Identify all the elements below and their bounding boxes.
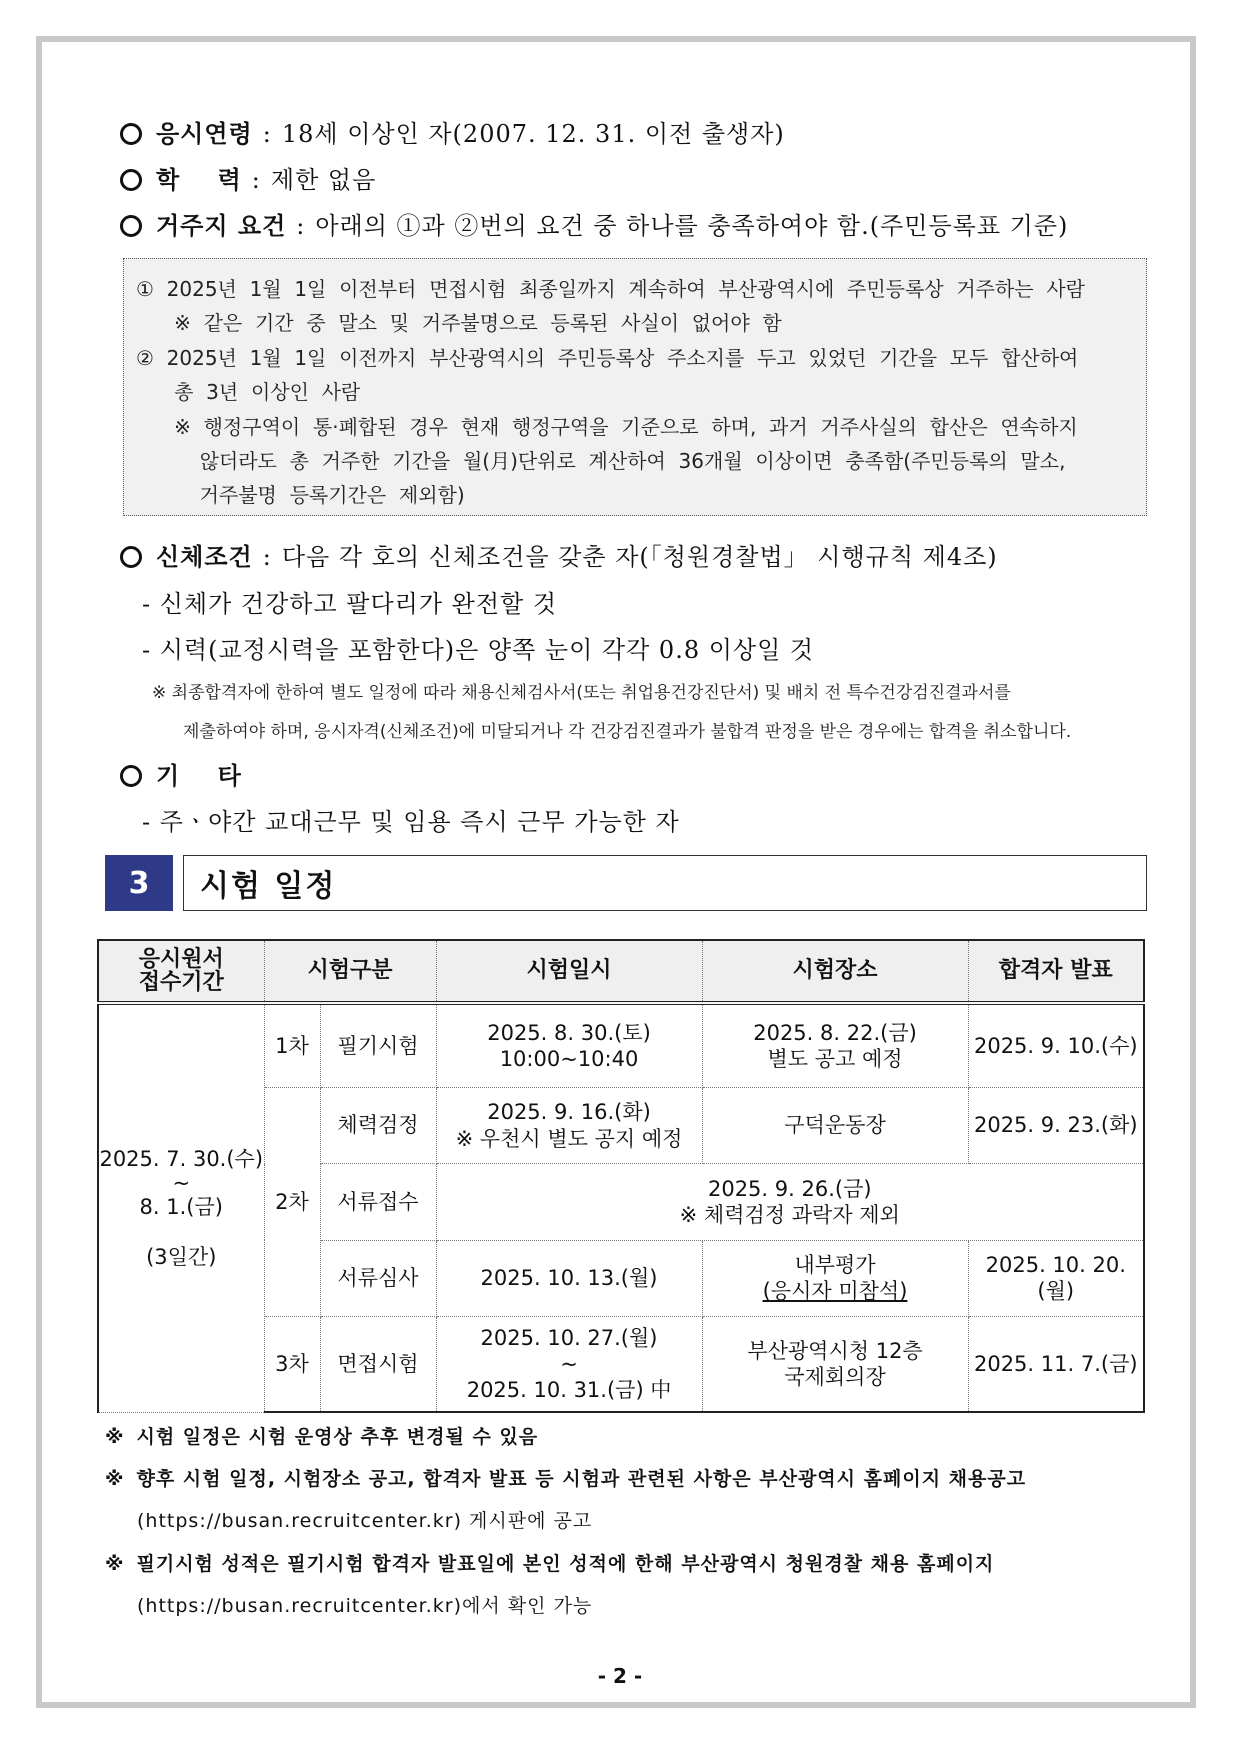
section-number: 3 bbox=[105, 855, 173, 911]
header-result-announcement: 합격자 발표 bbox=[968, 940, 1144, 1003]
fitness-date: 2025. 9. 16.(화) ※ 우천시 별도 공지 예정 bbox=[436, 1087, 702, 1163]
exam-name-doc-review: 서류심사 bbox=[320, 1240, 436, 1316]
circle-bullet-icon bbox=[120, 123, 142, 145]
footnote-continued bbox=[137, 1591, 592, 1618]
application-period-cell bbox=[98, 1003, 264, 1412]
exam-name-fitness: 체력검정 bbox=[320, 1087, 436, 1163]
circle-bullet-icon bbox=[120, 169, 142, 191]
fitness-result: 2025. 9. 23.(화) bbox=[968, 1087, 1144, 1163]
round-1: 1차 bbox=[264, 1003, 320, 1087]
period-tilde: ~ bbox=[172, 1171, 191, 1196]
residence-line: ① 2025년 1월 1일 이전부터 면접시험 최종일까지 계속하여 부산광역시에 주민등록상 거주하는 사람 bbox=[136, 277, 1085, 301]
fitness-place: 구덕운동장 bbox=[702, 1087, 968, 1163]
written-place: 2025. 8. 22.(금) 별도 공고 예정 bbox=[702, 1003, 968, 1087]
footnote-mark: ※ bbox=[105, 1553, 125, 1575]
doc-review-place-note: (응시자 미참석) bbox=[762, 1279, 908, 1304]
req-education-text: 제한 없음 bbox=[270, 166, 377, 194]
round-2: 2차 bbox=[264, 1087, 320, 1316]
exam-name-doc-submit: 서류접수 bbox=[320, 1164, 436, 1240]
req-residence-label: 거주지 요건 bbox=[156, 212, 287, 240]
req-other-label: 기 타 bbox=[156, 762, 242, 790]
req-education: 학 력 : 제한 없음 bbox=[120, 160, 376, 195]
residence-line: ※ 행정구역이 통·폐합된 경우 현재 행정구역을 기준으로 하며, 과거 거주사실의 합산은 연속하지 bbox=[136, 415, 1078, 439]
doc-submit-merged: 2025. 9. 26.(금) ※ 체력검정 과락자 제외 bbox=[436, 1164, 1144, 1240]
req-physical-text: 다음 각 호의 신체조건을 갖춘 자(「청원경찰법」 시행규칙 제4조) bbox=[281, 543, 998, 571]
req-residence-text: 아래의 ①과 ②번의 요건 중 하나를 충족하여야 함.(주민등록표 기준) bbox=[315, 212, 1069, 240]
residence-detail-box bbox=[123, 258, 1147, 516]
footnote-mark: ※ bbox=[105, 1426, 125, 1448]
interview-place: 부산광역시청 12층 국제회의장 bbox=[702, 1316, 968, 1412]
req-age: 응시연령 : 18세 이상인 자(2007. 12. 31. 이전 출생자) bbox=[120, 114, 785, 149]
interview-result: 2025. 11. 7.(금) bbox=[968, 1316, 1144, 1412]
residence-line: 총 3년 이상인 사람 bbox=[136, 380, 361, 404]
req-residence: 거주지 요건 : 아래의 ①과 ②번의 요건 중 하나를 충족하여야 함.(주민등록표 기준) bbox=[120, 206, 1068, 241]
exam-schedule-table bbox=[97, 939, 1145, 1413]
physical-note: 제출하여야 하며, 응시자격(신체조건)에 미달되거나 각 건강검진결과가 불합격 판정을 받은 경우에는 합격을 취소합니다. bbox=[183, 722, 1072, 742]
period-duration: (3일간) bbox=[146, 1245, 217, 1270]
doc-review-place bbox=[702, 1240, 968, 1316]
residence-line: ② 2025년 1월 1일 이전까지 부산광역시의 주민등록상 주소지를 두고 있었던 기간을 모두 합산하여 bbox=[136, 346, 1079, 370]
written-result: 2025. 9. 10.(수) bbox=[968, 1003, 1144, 1087]
footnote-text: (https://busan.recruitcenter.kr) 게시판에 공고 bbox=[137, 1510, 593, 1532]
written-date: 2025. 8. 30.(토) 10:00~10:40 bbox=[436, 1003, 702, 1087]
header-exam-date: 시험일시 bbox=[436, 940, 702, 1003]
other-item: - 주ㆍ야간 교대근무 및 임용 즉시 근무 가능한 자 bbox=[142, 808, 680, 836]
doc-review-place-main: 내부평가 bbox=[794, 1253, 876, 1278]
req-other bbox=[120, 756, 242, 791]
round-3: 3차 bbox=[264, 1316, 320, 1412]
req-age-text: 18세 이상인 자(2007. 12. 31. 이전 출생자) bbox=[281, 120, 785, 148]
circle-bullet-icon bbox=[120, 215, 142, 237]
footnote-continued bbox=[137, 1506, 592, 1533]
req-age-label: 응시연령 bbox=[156, 120, 253, 148]
period-start: 2025. 7. 30.(수) bbox=[99, 1146, 264, 1171]
req-physical-label: 신체조건 bbox=[156, 543, 253, 571]
period-end: 8. 1.(금) bbox=[139, 1195, 223, 1220]
section-title: 시험 일정 bbox=[183, 855, 1147, 911]
req-physical: 신체조건 : 다음 각 호의 신체조건을 갖춘 자(「청원경찰법」 시행규칙 제4조) bbox=[120, 537, 998, 572]
footnote bbox=[105, 1549, 994, 1576]
footnote-mark: ※ bbox=[105, 1468, 125, 1490]
residence-line: ※ 같은 기간 중 말소 및 거주불명으로 등록된 사실이 없어야 함 bbox=[136, 311, 782, 335]
footnote bbox=[105, 1464, 1026, 1491]
residence-line: 거주불명 등록기간은 제외함) bbox=[136, 483, 465, 507]
doc-review-date: 2025. 10. 13.(월) bbox=[436, 1240, 702, 1316]
header-exam-type: 시험구분 bbox=[264, 940, 436, 1003]
header-application-period: 응시원서 접수기간 bbox=[98, 940, 264, 1003]
physical-item: - 시력(교정시력을 포함한다)은 양쪽 눈이 각각 0.8 이상일 것 bbox=[142, 636, 815, 664]
physical-item: - 신체가 건강하고 팔다리가 완전할 것 bbox=[142, 590, 558, 618]
doc-review-result: 2025. 10. 20.(월) bbox=[968, 1240, 1144, 1316]
footnote-text: 시험 일정은 시험 운영상 추후 변경될 수 있음 bbox=[136, 1426, 539, 1448]
header-exam-place: 시험장소 bbox=[702, 940, 968, 1003]
footnote-text: 향후 시험 일정, 시험장소 공고, 합격자 발표 등 시험과 관련된 사항은 부산광역시 홈페이지 채용공고 bbox=[136, 1468, 1027, 1490]
page-number: - 2 - bbox=[597, 1664, 643, 1688]
physical-note: ※ 최종합격자에 한하여 별도 일정에 따라 채용신체검사서(또는 취업용건강진단서) 및 배치 전 특수건강검진결과서를 bbox=[152, 683, 1011, 703]
circle-bullet-icon bbox=[120, 765, 142, 787]
circle-bullet-icon bbox=[120, 546, 142, 568]
footnote bbox=[105, 1422, 538, 1449]
exam-name-interview: 면접시험 bbox=[320, 1316, 436, 1412]
footnote-text: (https://busan.recruitcenter.kr)에서 확인 가능 bbox=[137, 1595, 593, 1617]
interview-date: 2025. 10. 27.(월) ~ 2025. 10. 31.(금) 中 bbox=[436, 1316, 702, 1412]
footnote-text: 필기시험 성적은 필기시험 합격자 발표일에 본인 성적에 한해 부산광역시 청원경찰 채용 홈페이지 bbox=[136, 1553, 995, 1575]
exam-name-written: 필기시험 bbox=[320, 1003, 436, 1087]
req-education-label: 학 력 bbox=[156, 166, 242, 194]
residence-line: 않더라도 총 거주한 기간을 월(月)단위로 계산하여 36개월 이상이면 충족함(주민등록의 말소, bbox=[136, 449, 1066, 473]
